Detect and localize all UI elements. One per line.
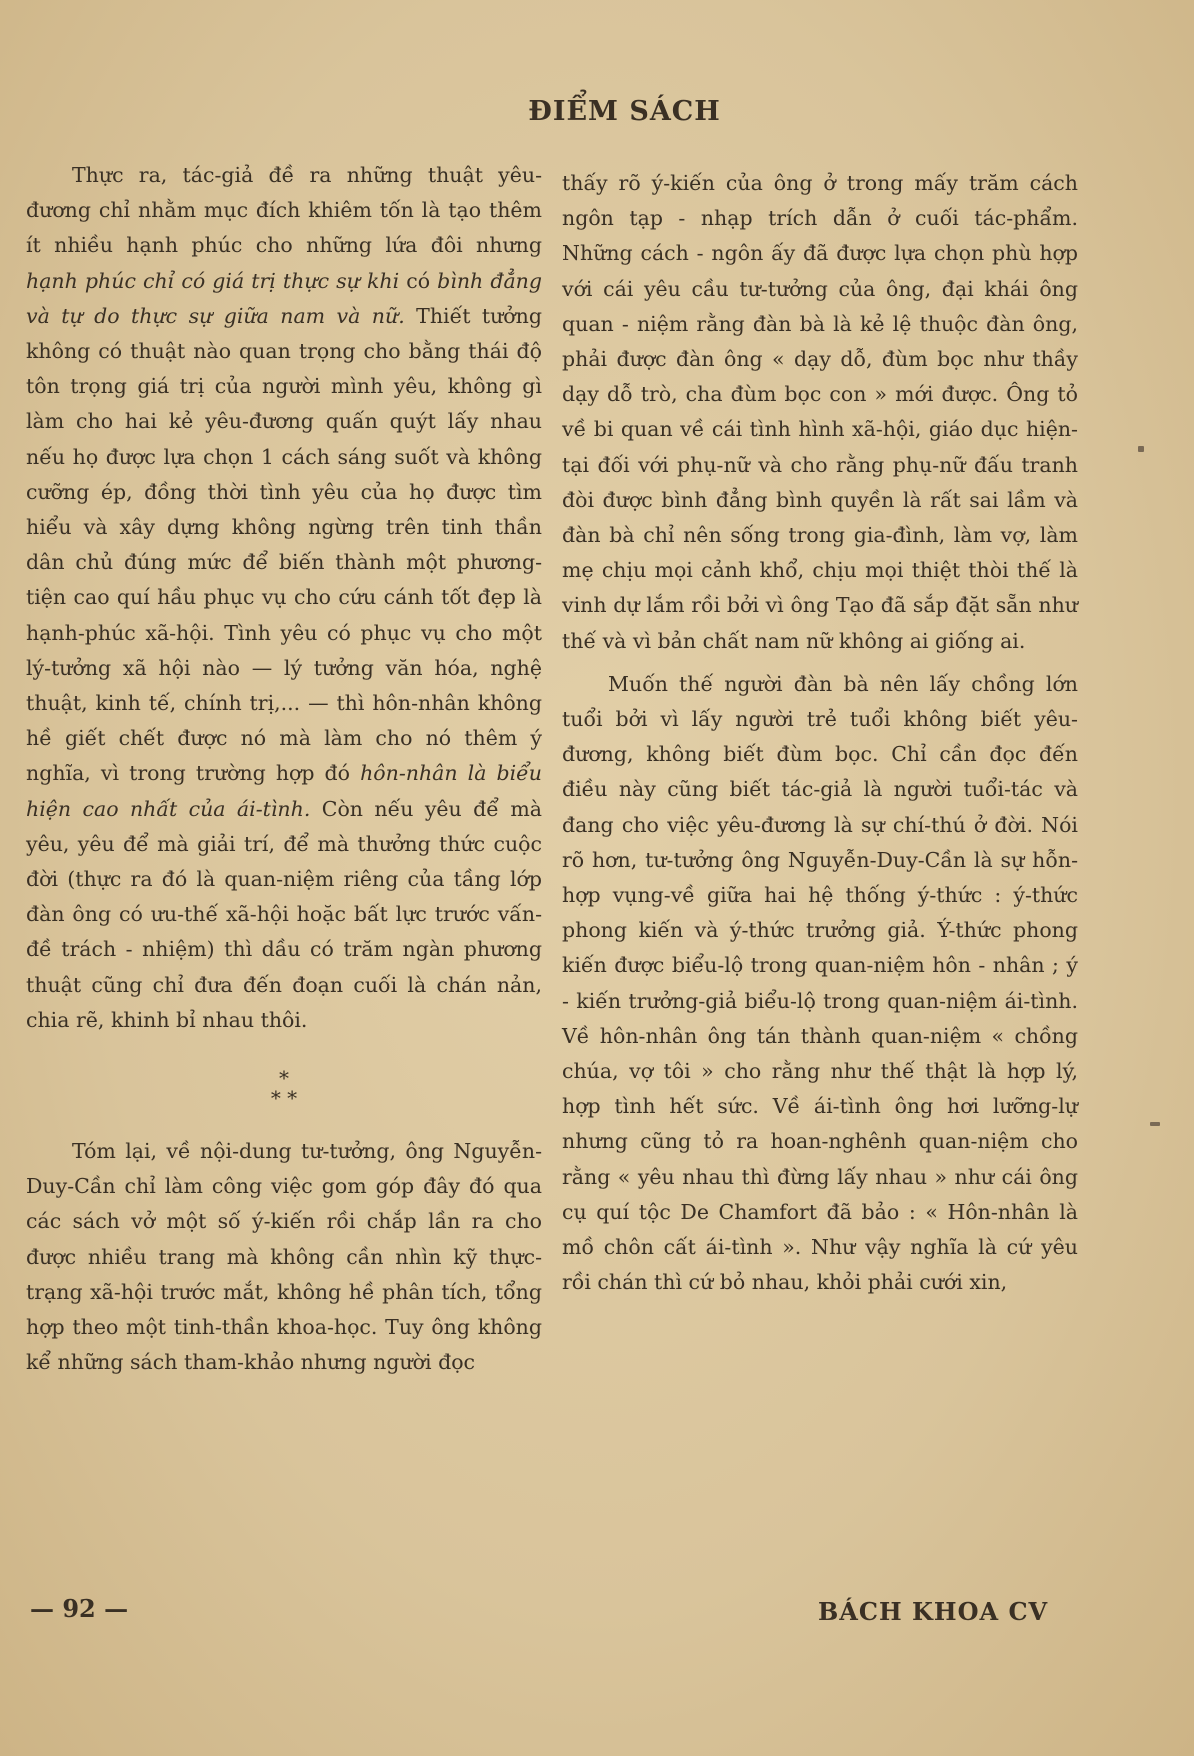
left-paragraph-1	[26, 158, 542, 1038]
publication-name: BÁCH KHOA CV	[818, 1597, 1049, 1626]
left-paragraph-2: Tóm lại, về nội-dung tư-tưởng, ông Nguyễn-Duy-Cần chỉ làm công việc gom góp đây đó qua các sách vở một số ý-kiến rồi chắp lần ra cho được nhiều trang mà không cần nhìn kỹ thực-trạng xã-hội trước mắt, không hề phân tích, tổng hợp theo một tinh-thần khoa-học. Tuy ông không kể những sách tham-khảo nhưng người đọc	[26, 1139, 542, 1375]
left-p1-text-1: Thực ra, tác-giả đề ra những thuật yêu-đương chỉ nhằm mục đích khiêm tốn là tạo thêm ít nhiều hạnh phúc cho những lứa đôi nhưng	[26, 163, 542, 258]
separator-star-top: *	[279, 1066, 289, 1091]
left-p1-text-4: Còn nếu yêu để mà yêu, yêu để mà giải trí, để mà thưởng thức cuộc đời (thực ra đó là quan-niệm riêng của tầng lớp đàn ông có ưu-thế xã-hội hoặc bất lực trước vấn-đề trách - nhiệm) thì dầu có trăm ngàn phương thuật cũng chỉ đưa đến đoạn cuối là chán nản, chia rẽ, khinh bỉ nhau thôi.	[26, 796, 542, 1032]
left-p1-italic-2: bình đẳng và tự do thực sự giữa nam và nữ.	[26, 268, 543, 328]
paper-blemish	[1150, 1122, 1160, 1126]
left-p1-text-2: có	[399, 268, 438, 293]
left-p1-italic-3: hôn-nhân là biểu hiện cao nhất của ái-tình.	[26, 761, 542, 821]
right-column	[562, 166, 1078, 1301]
section-header: ĐIỂM SÁCH	[528, 96, 721, 127]
separator-stars-bottom: * *	[270, 1086, 298, 1111]
right-paragraph-2: Muốn thế người đàn bà nên lấy chồng lớn tuổi bởi vì lấy người trẻ tuổi không biết yêu-đương, không biết đùm bọc. Chỉ cần đọc đến điều này cũng biết tác-giả là người tuổi-tác và đang cho việc yêu-đương là sự chí-thú ở đời. Nói rõ hơn, tư-tưởng ông Nguyễn-Duy-Cần là sự hỗn-hợp vụng-về giữa hai hệ thống ý-thức : ý-thức phong kiến và ý-thức trưởng giả. Ý-thức phong kiến được biểu-lộ trong quan-niệm hôn - nhân ; ý - kiến trưởng-giả biểu-lộ trong quan-niệm ái-tình. Về hôn-nhân ông tán thành quan-niệm « chồng chúa, vợ tôi » cho rằng như thế thật là hợp lý, hợp tình hết sức. Về ái-tình ông hơi lưỡng-lự nhưng cũng tỏ ra hoan-nghênh quan-niệm cho rằng « yêu nhau thì đừng lấy nhau » như cái ông cụ quí tộc De Chamfort đã bảo : « Hôn-nhân là mồ chôn cất ái-tình ». Như vậy nghĩa là cứ yêu rồi chán thì cứ bỏ nhau, khỏi phải cưới xin,	[562, 671, 1078, 1295]
right-paragraph-1: thấy rõ ý-kiến của ông ở trong mấy trăm cách ngôn tạp - nhạp trích dẫn ở cuối tác-phẩm. Những cách - ngôn ấy đã được lựa chọn phù hợp với cái yêu cầu tư-tưởng của ông, đại khái ông quan - niệm rằng đàn bà là kẻ lệ thuộc đàn ông, phải được đàn ông « dạy dỗ, đùm bọc như thầy dạy dỗ trò, cha đùm bọc con » mới được. Ông tỏ về bi quan về cái tình hình xã-hội, giáo dục hiện-tại đối với phụ-nữ và cho rằng phụ-nữ đấu tranh đòi được bình đẳng bình quyền là rất sai lầm và đàn bà chỉ nên sống trong gia-đình, làm vợ, làm mẹ chịu mọi cảnh khổ, chịu mọi thiệt thòi thế là vinh dự lắm rồi bởi vì ông Tạo đã sắp đặt sẵn như thế và vì bản chất nam nữ không ai giống ai.	[562, 171, 1078, 653]
left-p1-text-3: Thiết tưởng không có thuật nào quan trọng cho bằng thái độ tôn trọng giá trị của người mình yêu, không gì làm cho hai kẻ yêu-đương quấn quýt lấy nhau nếu họ được lựa chọn 1 cách sáng suốt và không cưỡng ép, đồng thời tình yêu của họ được tìm hiểu và xây dựng không ngừng trên tinh thần dân chủ đúng mức để biến thành một phương-tiện cao quí hầu phục vụ cho cứu cánh tốt đẹp là hạnh-phúc xã-hội. Tình yêu có phục vụ cho một lý-tưởng xã hội nào — lý tưởng văn hóa, nghệ thuật, kinh tế, chính trị,... — thì hôn-nhân không hề giết chết được nó mà làm cho nó thêm ý nghĩa, vì trong trường hợp đó	[26, 303, 542, 786]
paper-blemish	[1138, 446, 1144, 452]
left-column	[26, 158, 542, 1381]
left-p1-italic-1: hạnh phúc chỉ có giá trị thực sự khi	[26, 268, 400, 293]
page-number: — 92 —	[30, 1594, 129, 1623]
section-separator	[26, 1066, 542, 1111]
